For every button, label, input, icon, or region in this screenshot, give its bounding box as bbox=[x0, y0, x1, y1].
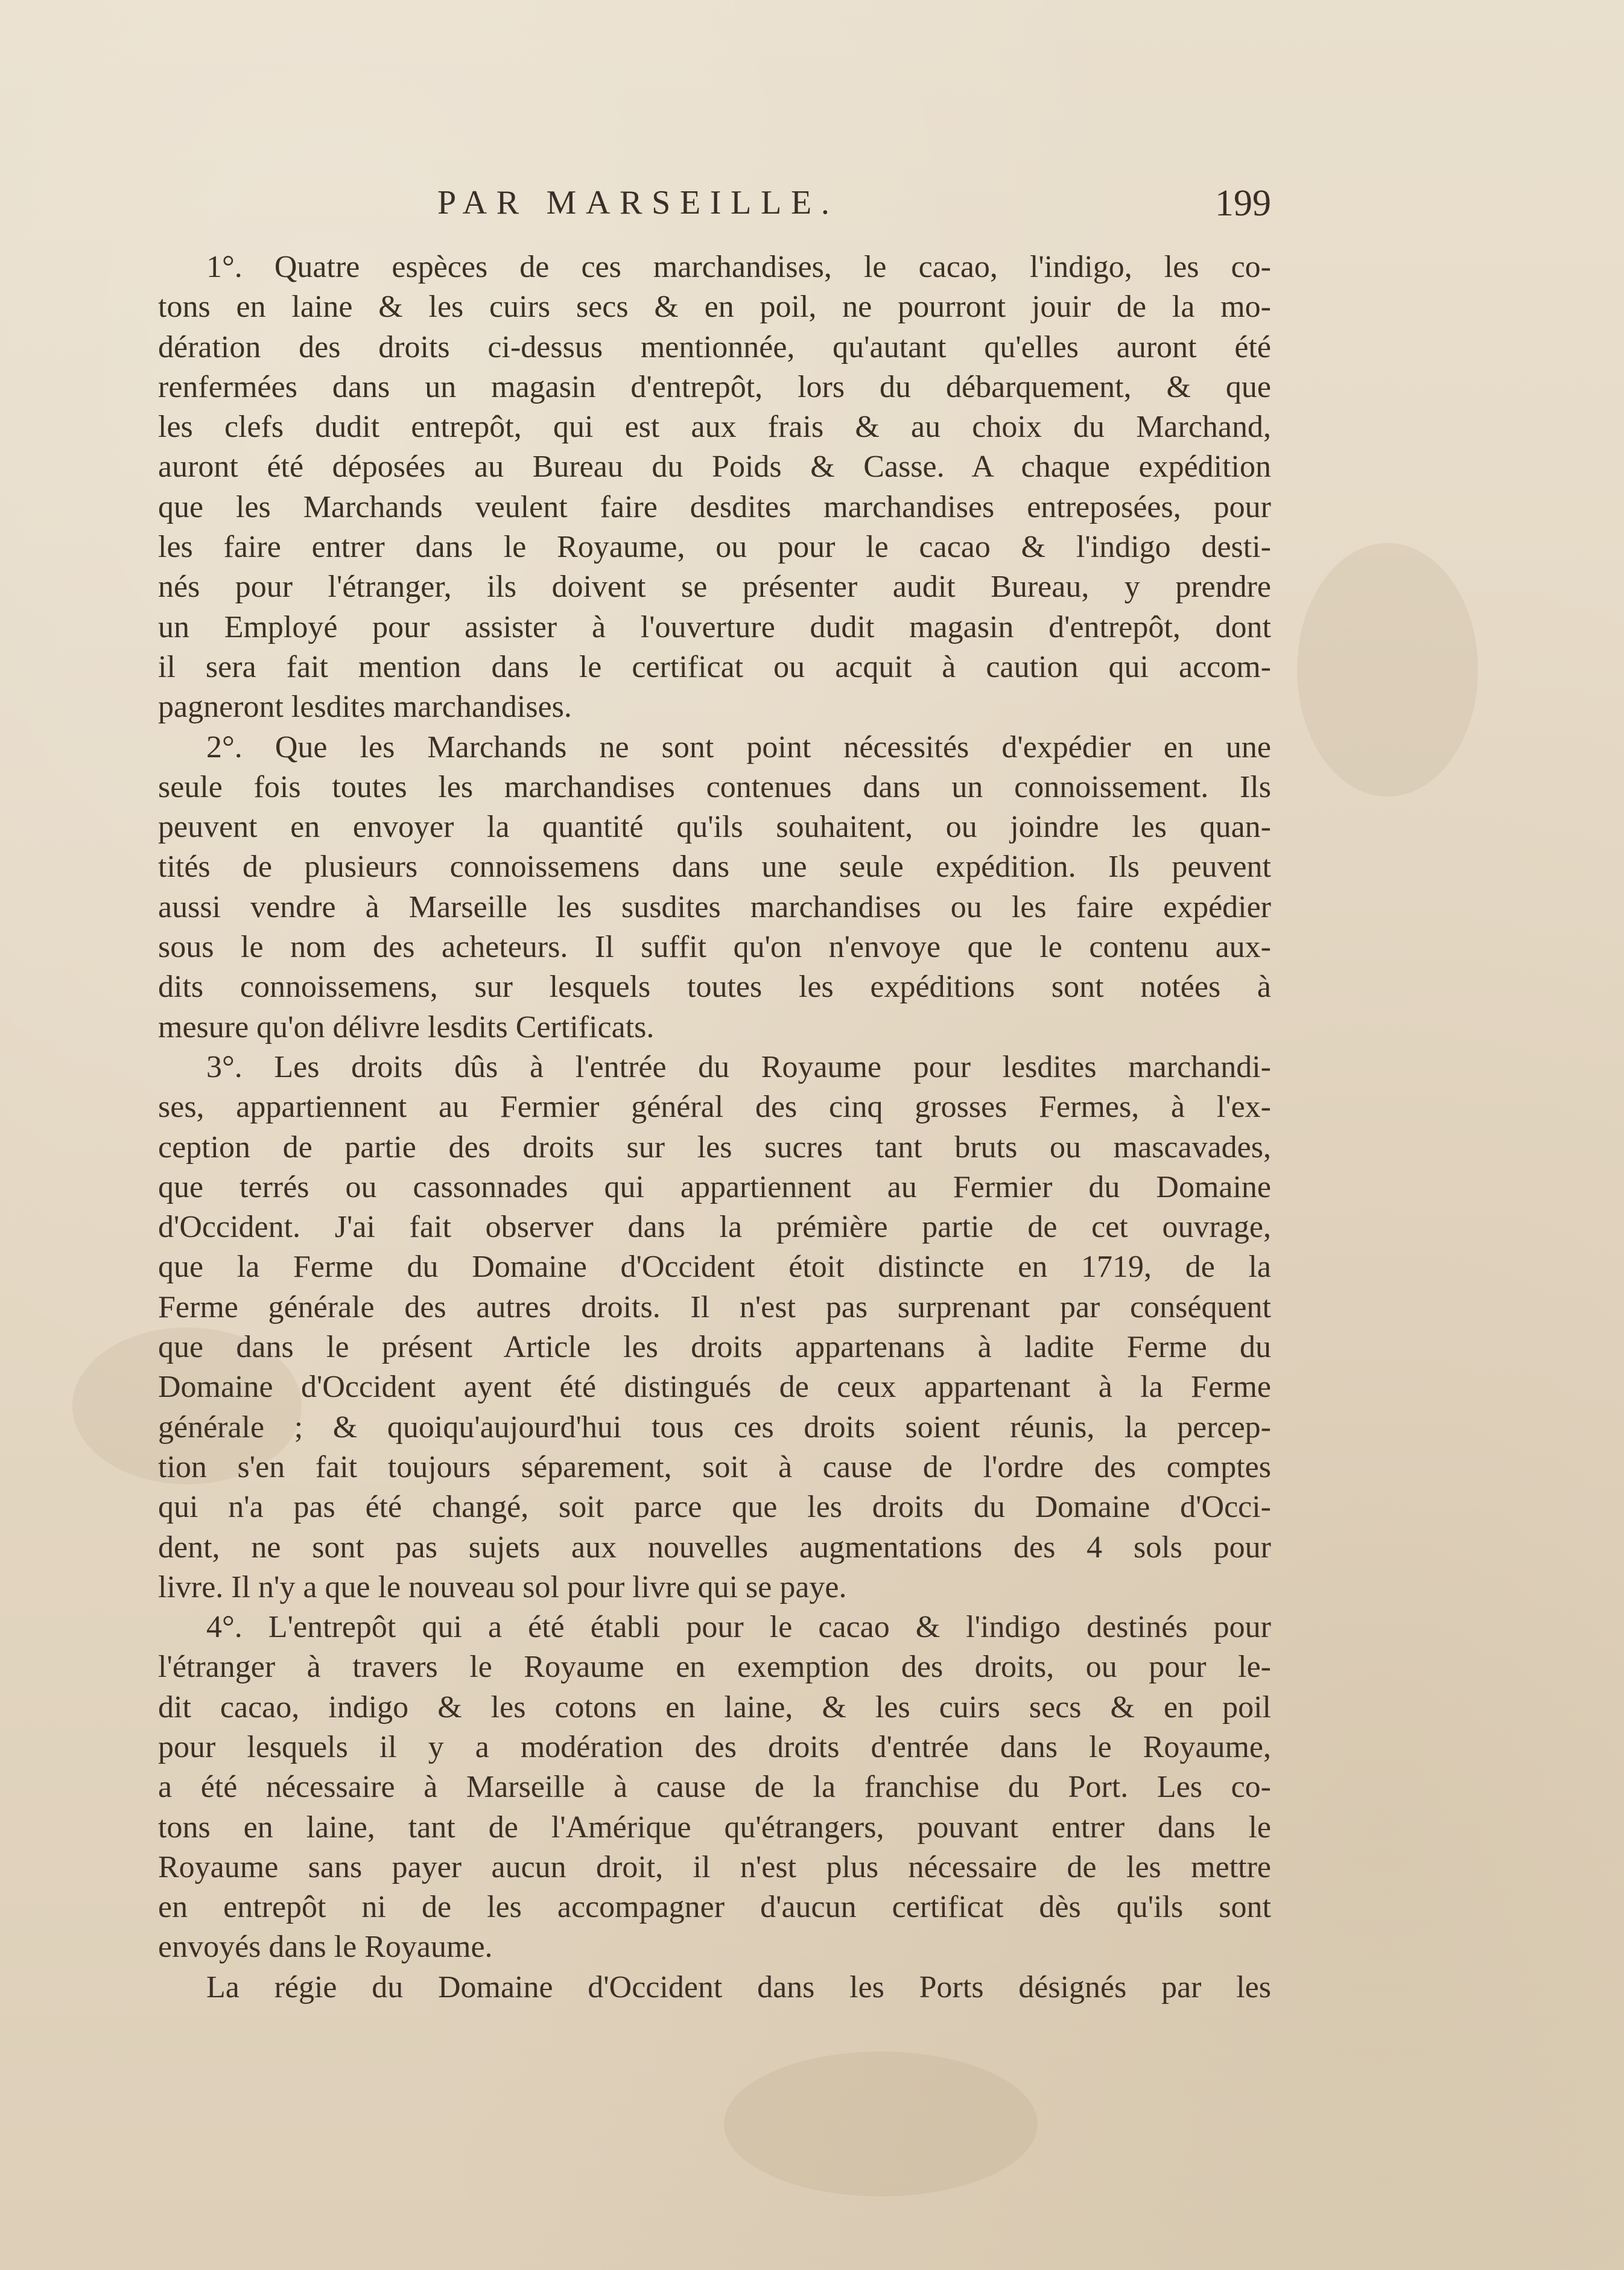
running-title: PAR MARSEILLE. bbox=[437, 184, 839, 221]
text-line: que dans le présent Article les droits appartenans à ladite Ferme du bbox=[158, 1330, 1271, 1365]
text-line: tion s'en fait toujours séparement, soit à cause de l'ordre des comptes bbox=[158, 1449, 1271, 1484]
text-line: a été nécessaire à Marseille à cause de la franchise du Port. Les co- bbox=[158, 1770, 1271, 1805]
text-line: aussi vendre à Marseille les susdites marchandises ou les faire expédier bbox=[158, 889, 1271, 924]
text-line: les faire entrer dans le Royaume, ou pour le cacao & l'indigo desti- bbox=[158, 530, 1271, 565]
text-line: mesure qu'on délivre lesdits Certificats. bbox=[158, 1009, 655, 1044]
text-line: en entrepôt ni de les accompagner d'aucun certificat dès qu'ils sont bbox=[158, 1890, 1271, 1925]
text-line: 1°. Quatre espèces de ces marchandises, le cacao, l'indigo, les co- bbox=[206, 250, 1271, 284]
text-line: l'étranger à travers le Royaume en exemption des droits, ou pour le- bbox=[158, 1650, 1271, 1685]
text-line: Royaume sans payer aucun droit, il n'est plus nécessaire de les mettre bbox=[158, 1849, 1271, 1884]
text-line: auront été déposées au Bureau du Poids & Casse. A chaque expédition bbox=[158, 450, 1271, 485]
text-line: tons en laine & les cuirs secs & en poil, ne pourront jouir de la mo- bbox=[158, 290, 1271, 325]
text-line: dits connoissemens, sur lesquels toutes les expéditions sont notées à bbox=[158, 970, 1271, 1005]
text-line: tités de plusieurs connoissemens dans une seule expédition. Ils peuvent bbox=[158, 850, 1271, 885]
text-line: dit cacao, indigo & les cotons en laine, & les cuirs secs & en poil bbox=[158, 1690, 1271, 1725]
page-header bbox=[148, 181, 1271, 229]
page-number: 199 bbox=[1215, 183, 1271, 224]
text-line: envoyés dans le Royaume. bbox=[158, 1930, 493, 1965]
text-line: 3°. Les droits dûs à l'entrée du Royaume pour lesdites marchandi- bbox=[206, 1049, 1271, 1084]
paper-stain bbox=[724, 2052, 1038, 2196]
text-line: qui n'a pas été changé, soit parce que les droits du Domaine d'Occi- bbox=[158, 1490, 1271, 1525]
text-line: les clefs dudit entrepôt, qui est aux frais & au choix du Marchand, bbox=[158, 410, 1271, 445]
text-line: ses, appartiennent au Fermier général des cinq grosses Fermes, à l'ex- bbox=[158, 1090, 1271, 1125]
text-line: sous le nom des acheteurs. Il suffit qu'on n'envoye que le contenu aux- bbox=[158, 930, 1271, 965]
text-line: pagneront lesdites marchandises. bbox=[158, 690, 572, 725]
text-line: il sera fait mention dans le certificat ou acquit à caution qui accom- bbox=[158, 649, 1271, 684]
text-line: dent, ne sont pas sujets aux nouvelles augmentations des 4 sols pour bbox=[158, 1530, 1271, 1565]
text-line: que la Ferme du Domaine d'Occident étoit distincte en 1719, de la bbox=[158, 1250, 1271, 1285]
text-line: Domaine d'Occident ayent été distingués de ceux appartenant à la Ferme bbox=[158, 1370, 1271, 1405]
text-line: 4°. L'entrepôt qui a été établi pour le cacao & l'indigo destinés pour bbox=[206, 1610, 1271, 1645]
text-line: livre. Il n'y a que le nouveau sol pour livre qui se paye. bbox=[158, 1569, 847, 1604]
text-line: d'Occident. J'ai fait observer dans la prémière partie de cet ouvrage, bbox=[158, 1210, 1271, 1245]
text-line: générale ; & quoiqu'aujourd'hui tous ces droits soient réunis, la percep- bbox=[158, 1410, 1271, 1445]
paper-stain bbox=[1297, 543, 1478, 796]
text-line: La régie du Domaine d'Occident dans les Ports désignés par les bbox=[206, 1970, 1271, 2005]
text-line: nés pour l'étranger, ils doivent se présenter audit Bureau, y prendre bbox=[158, 570, 1271, 605]
text-line: un Employé pour assister à l'ouverture dudit magasin d'entrepôt, dont bbox=[158, 609, 1271, 644]
text-line: que les Marchands veulent faire desdites marchandises entreposées, pour bbox=[158, 489, 1271, 524]
text-line: 2°. Que les Marchands ne sont point nécessités d'expédier en une bbox=[206, 730, 1271, 765]
text-line: pour lesquels il y a modération des droits d'entrée dans le Royaume, bbox=[158, 1729, 1271, 1764]
text-line: peuvent en envoyer la quantité qu'ils souhaitent, ou joindre les quan- bbox=[158, 810, 1271, 845]
text-line: renfermées dans un magasin d'entrepôt, lors du débarquement, & que bbox=[158, 369, 1271, 404]
text-line: Ferme générale des autres droits. Il n'est pas surprenant par conséquent bbox=[158, 1289, 1271, 1324]
text-line: ception de partie des droits sur les sucres tant bruts ou mascavades, bbox=[158, 1130, 1271, 1165]
text-line: dération des droits ci-dessus mentionnée, qu'autant qu'elles auront été bbox=[158, 329, 1271, 364]
text-line: tons en laine, tant de l'Amérique qu'étrangers, pouvant entrer dans le bbox=[158, 1810, 1271, 1845]
body-text bbox=[158, 247, 1271, 2008]
text-line: que terrés ou cassonnades qui appartiennent au Fermier du Domaine bbox=[158, 1169, 1271, 1204]
text-line: seule fois toutes les marchandises contenues dans un connoissement. Ils bbox=[158, 769, 1271, 804]
